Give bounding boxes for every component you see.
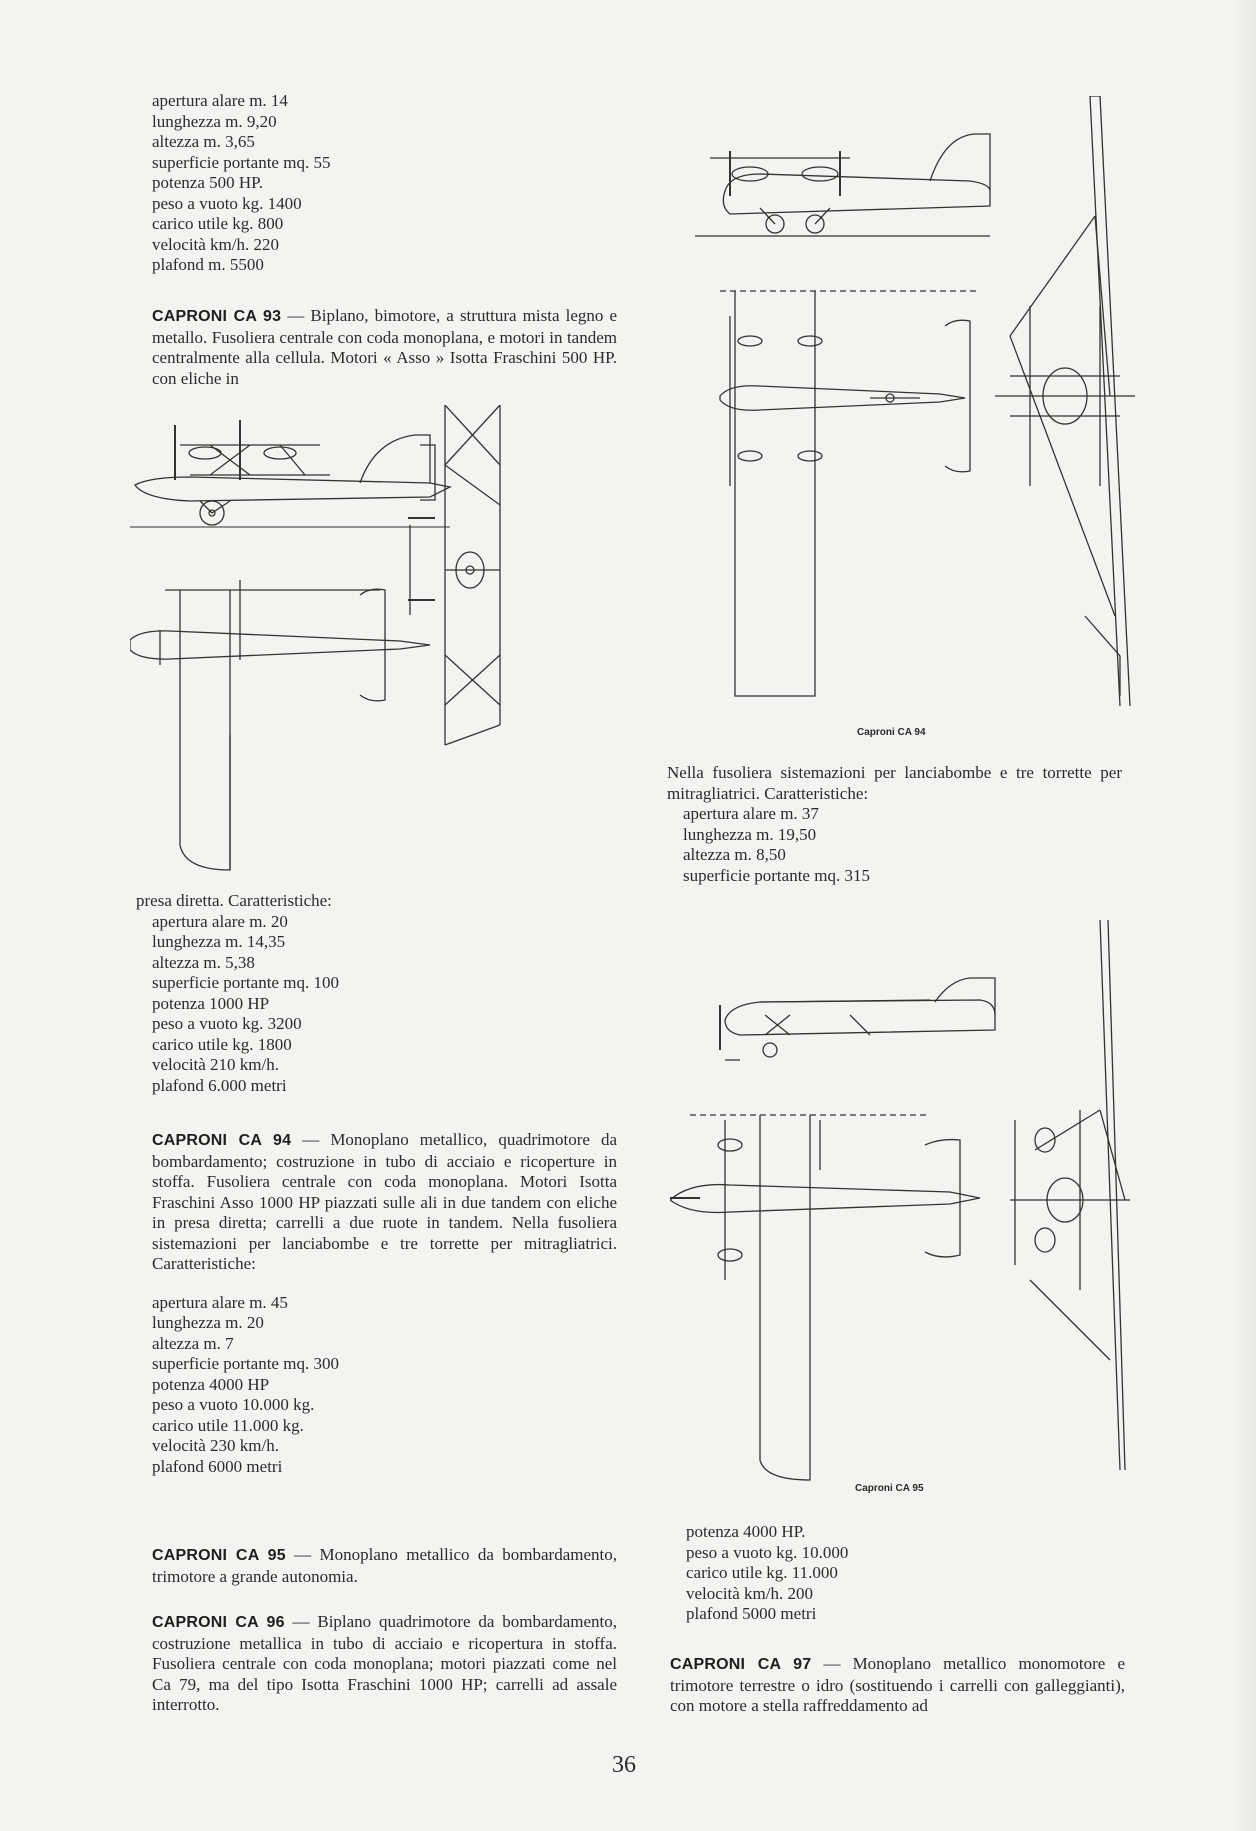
spec-line: peso a vuoto 10.000 kg. — [152, 1395, 315, 1414]
ca95-section — [152, 1545, 617, 1587]
spec-line: lunghezza m. 14,35 — [152, 932, 286, 951]
page-edge-shadow — [1234, 0, 1256, 1831]
ca93-specs — [136, 891, 606, 1096]
ca95-drawing — [670, 920, 1140, 1490]
section-text: Nella fusoliera sistemazioni per lanciabombe e tre torrette per mitragliatrici. Caratteristiche: — [667, 763, 1122, 803]
figure-caption: Caproni CA 95 — [855, 1483, 924, 1494]
ca93-drawing — [130, 405, 590, 885]
side-view — [720, 978, 995, 1060]
page-number: 36 — [612, 1752, 636, 1778]
spec-line: superficie portante mq. 300 — [152, 1354, 339, 1373]
section-heading: CAPRONI CA 96 — [152, 1614, 285, 1631]
spec-line: peso a vuoto kg. 10.000 — [686, 1542, 849, 1562]
spec-line: superficie portante mq. 100 — [152, 973, 339, 992]
spec-line: apertura alare m. 37 — [683, 804, 819, 823]
spec-line: velocità km/h. 200 — [686, 1583, 814, 1603]
spec-line: plafond 6000 metri — [152, 1456, 283, 1476]
ca95-specs — [686, 1522, 1126, 1625]
front-view — [408, 405, 500, 745]
spec-line: altezza m. 5,38 — [152, 952, 255, 972]
ca94-section — [152, 1130, 617, 1477]
spec-line: apertura alare m. 45 — [152, 1292, 288, 1312]
section-heading: CAPRONI CA 94 — [152, 1132, 292, 1149]
section-text: — Biplano quadrimotore da bombardamento, costruzione metallica in tubo di acciaio e ricopertura in stoffa. Fusoliera centrale con coda monoplana; motori piazzati come nel Ca 79, ma del tipo Isotta Fraschini 1000 HP; carrelli ad assale interrotto. — [152, 1612, 617, 1714]
spec-line: carico utile kg. 800 — [152, 214, 284, 233]
front-view — [995, 96, 1135, 706]
spec-line: altezza m. 7 — [152, 1333, 234, 1353]
ca93-section — [152, 306, 617, 389]
spec-line: altezza m. 3,65 — [152, 132, 255, 151]
spec-line: peso a vuoto kg. 3200 — [152, 1014, 302, 1033]
top-view — [130, 580, 430, 870]
figure-caption: Caproni CA 94 — [857, 727, 926, 738]
spec-line: potenza 4000 HP — [152, 1374, 270, 1394]
spec-block-1 — [152, 91, 612, 276]
top-view — [720, 291, 980, 696]
section-text: — Biplano, bimotore, a struttura mista legno e metallo. Fusoliera centrale con coda monoplana, e motori in tandem centralmente alla cellula. Motori « Asso » Isotta Fraschini 500 HP. con eliche in — [152, 306, 617, 388]
section-text: — Monoplano metallico, quadrimotore da bombardamento; costruzione in tubo di acciaio e ricoperture in stoffa. Fusoliera centrale con coda monoplana. Motori Isotta Fraschini Asso 1000 HP piazzati sulle ali in due tandem con eliche in presa diretta; carrelli a due ruote in tandem. Nella fusoliera sistemazioni per lanciabombe e tre torrette per mitragliatrici. Caratteristiche: — [152, 1130, 617, 1273]
spec-line: velocità km/h. 220 — [152, 234, 280, 254]
spec-line: apertura alare m. 20 — [152, 911, 288, 931]
section-heading: CAPRONI CA 95 — [152, 1547, 286, 1564]
spec-line: superficie portante mq. 315 — [683, 865, 870, 885]
ca97-section — [670, 1654, 1125, 1717]
front-view — [1010, 920, 1130, 1470]
spec-line: lunghezza m. 9,20 — [152, 111, 277, 131]
spec-line: carico utile 11.000 kg. — [152, 1415, 304, 1435]
top-view — [670, 1115, 980, 1480]
spec-line: lunghezza m. 20 — [152, 1313, 264, 1332]
section-text: — Monoplano metallico monomotore e trimotore terrestre o idro (sostituendo i carrelli con galleggianti), con motore a stella raffreddamento ad — [670, 1654, 1125, 1715]
spec-line: lunghezza m. 19,50 — [683, 824, 817, 844]
section-heading: CAPRONI CA 97 — [670, 1656, 812, 1673]
spec-line: plafond 6.000 metri — [152, 1075, 287, 1095]
side-view — [130, 420, 450, 527]
spec-line: carico utile kg. 11.000 — [686, 1563, 838, 1582]
spec-line: apertura alare m. 14 — [152, 91, 288, 110]
spec-line: velocità 230 km/h. — [152, 1436, 280, 1455]
spec-line: potenza 1000 HP — [152, 993, 270, 1013]
spec-line: peso a vuoto kg. 1400 — [152, 193, 302, 213]
ca94-drawing — [690, 96, 1140, 716]
spec-line: velocità 210 km/h. — [152, 1055, 280, 1074]
spec-line: potenza 500 HP. — [152, 173, 263, 192]
section-heading: CAPRONI CA 93 — [152, 308, 282, 325]
specs-intro: presa diretta. Caratteristiche: — [136, 891, 332, 910]
spec-line: carico utile kg. 1800 — [152, 1034, 292, 1054]
spec-line: plafond 5000 metri — [686, 1604, 817, 1623]
ca96-section — [152, 1612, 617, 1716]
spec-line: plafond m. 5500 — [152, 255, 264, 274]
spec-line: superficie portante mq. 55 — [152, 152, 331, 172]
spec-line: altezza m. 8,50 — [683, 845, 786, 864]
ca94-right-text — [667, 763, 1122, 886]
section-text: — Monoplano metallico da bombardamento, trimotore a grande autonomia. — [152, 1545, 617, 1586]
side-view — [695, 134, 990, 236]
spec-line: potenza 4000 HP. — [686, 1522, 806, 1541]
